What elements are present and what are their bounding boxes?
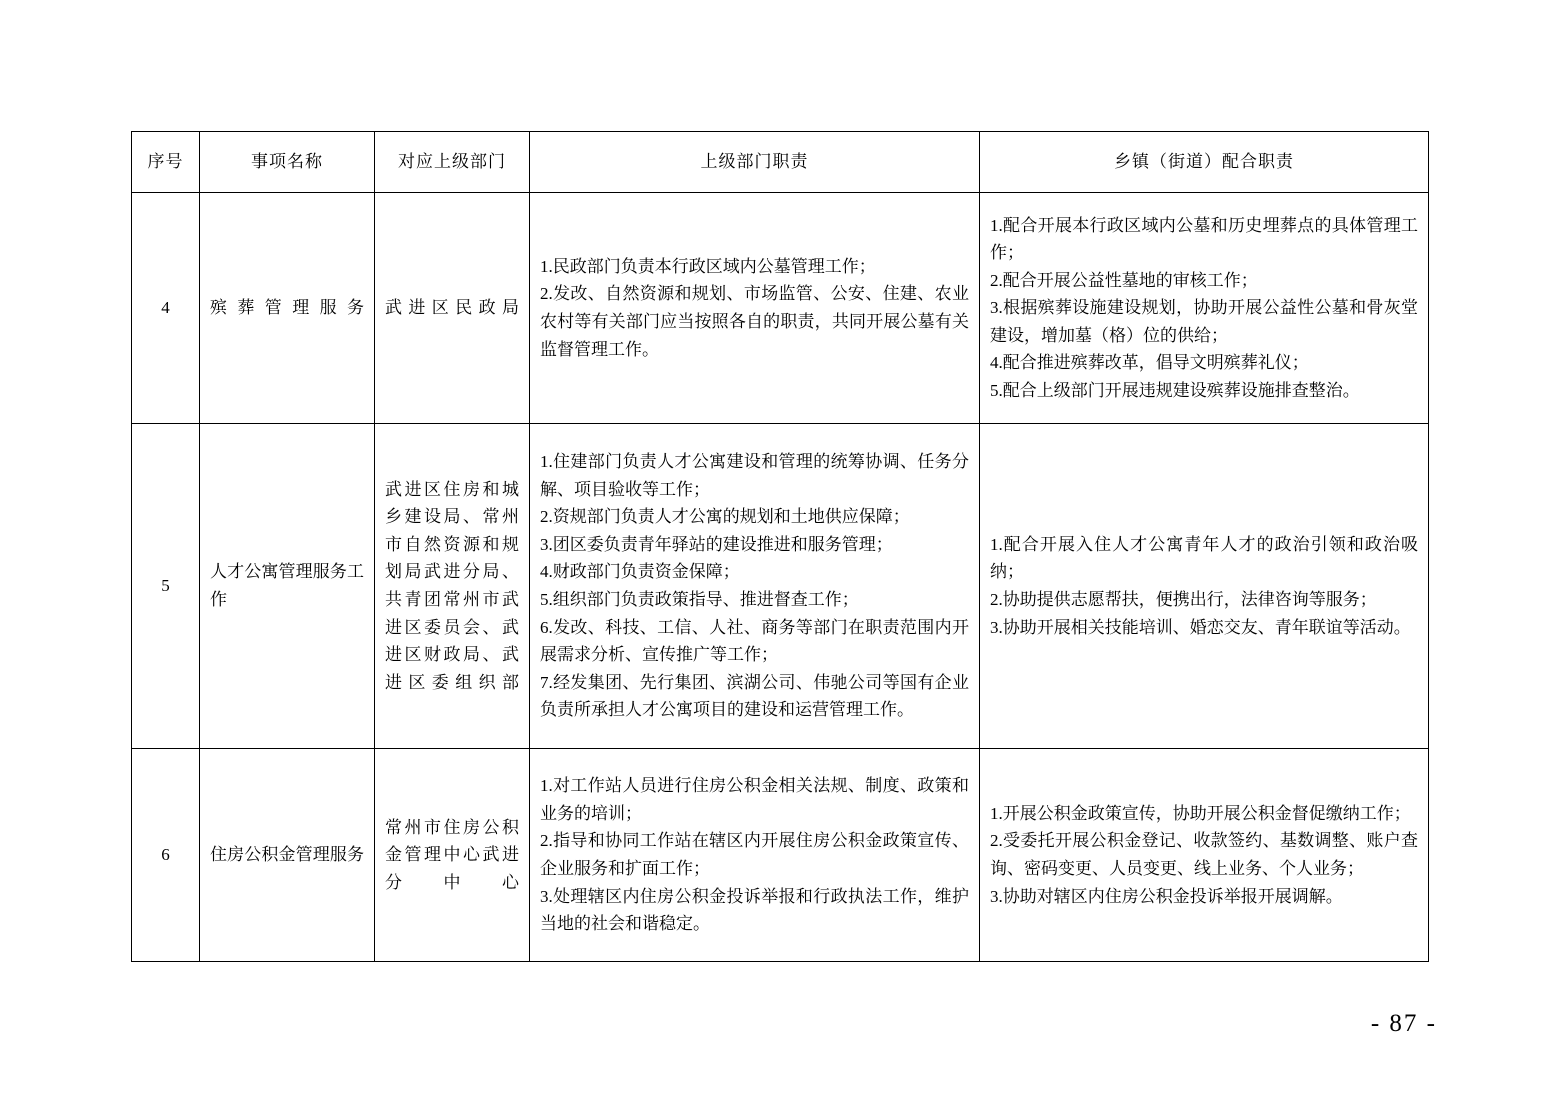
township-duty-line: 3.协助对辖区内住房公积金投诉举报开展调解。	[990, 886, 1343, 906]
table-header-row	[132, 132, 1429, 193]
township-duty-line: 1.配合开展本行政区域内公墓和历史埋葬点的具体管理工作；	[990, 215, 1418, 263]
township-duty	[980, 424, 1429, 749]
township-duty-line: 5.配合上级部门开展违规建设殡葬设施排查整治。	[990, 380, 1360, 400]
duty-line: 1.住建部门负责人才公寓建设和管理的统筹协调、任务分解、项目验收等工作；	[540, 452, 969, 499]
duty-line: 5.组织部门负责政策指导、推进督查工作；	[540, 590, 859, 609]
upper-department: 常州市住房公积金管理中心武进分中心	[375, 749, 530, 962]
township-duty	[980, 193, 1429, 424]
table-row	[132, 193, 1429, 424]
upper-department: 武进区民政局	[375, 193, 530, 424]
duty-line: 2.资规部门负责人才公寓的规划和土地供应保障；	[540, 507, 910, 527]
item-name: 人才公寓管理服务工作	[200, 424, 375, 749]
duty-line: 1.对工作站人员进行住房公积金相关法规、制度、政策和业务的培训；	[540, 776, 969, 823]
duty-line: 2.发改、自然资源和规划、市场监管、公安、住建、农业农村等有关部门应当按照各自的职责，共同开展公墓有关监督管理工作。	[540, 284, 969, 359]
township-duty-line: 3.协助开展相关技能培训、婚恋交友、青年联谊等活动。	[990, 617, 1411, 637]
responsibility-table	[131, 131, 1429, 962]
upper-department-duty	[530, 193, 980, 424]
row-number: 4	[132, 193, 200, 424]
upper-department: 武进区住房和城乡建设局、常州市自然资源和规划局武进分局、共青团常州市武进区委员会、武进区财政局、武进区委组织部	[375, 424, 530, 749]
page-number: - 87 -	[1370, 1010, 1437, 1037]
table-row	[132, 424, 1429, 749]
column-header-township-duty: 乡镇（街道）配合职责	[980, 132, 1429, 193]
township-duty-line: 4.配合推进殡葬改革，倡导文明殡葬礼仪；	[990, 353, 1309, 373]
township-duty-line: 1.配合开展入住人才公寓青年人才的政治引领和政治吸纳；	[990, 534, 1418, 582]
duty-line: 2.指导和协同工作站在辖区内开展住房公积金政策宣传、企业服务和扩面工作；	[540, 831, 969, 878]
township-duty-line: 2.配合开展公益性墓地的审核工作；	[990, 270, 1258, 290]
township-duty-line: 2.受委托开展公积金登记、收款签约、基数调整、账户查询、密码变更、人员变更、线上业务、个人业务；	[990, 831, 1418, 878]
column-header-upper-department: 对应上级部门	[375, 132, 530, 193]
township-duty	[980, 749, 1429, 962]
row-number: 5	[132, 424, 200, 749]
duty-line: 3.处理辖区内住房公积金投诉举报和行政执法工作，维护当地的社会和谐稳定。	[540, 886, 969, 934]
row-number: 6	[132, 749, 200, 962]
column-header-no: 序号	[132, 132, 200, 193]
duty-line: 4.财政部门负责资金保障；	[540, 562, 740, 582]
township-duty-line: 2.协助提供志愿帮扶，便携出行，法律咨询等服务；	[990, 590, 1377, 609]
item-name: 殡葬管理服务	[200, 193, 375, 424]
duty-line: 3.团区委负责青年驿站的建设推进和服务管理；	[540, 534, 893, 554]
table-row	[132, 749, 1429, 962]
township-duty-line: 3.根据殡葬设施建设规划，协助开展公益性公墓和骨灰堂建设，增加墓（格）位的供给；	[990, 298, 1418, 345]
upper-department-duty	[530, 424, 980, 749]
duty-line: 1.民政部门负责本行政区域内公墓管理工作；	[540, 256, 876, 276]
column-header-upper-department-duty: 上级部门职责	[530, 132, 980, 193]
township-duty-line: 1.开展公积金政策宣传，协助开展公积金督促缴纳工作；	[990, 803, 1411, 823]
item-name: 住房公积金管理服务	[200, 749, 375, 962]
column-header-item-name: 事项名称	[200, 132, 375, 193]
duty-line: 7.经发集团、先行集团、滨湖公司、伟驰公司等国有企业负责所承担人才公寓项目的建设和运营管理工作。	[540, 672, 969, 720]
duty-line: 6.发改、科技、工信、人社、商务等部门在职责范围内开展需求分析、宣传推广等工作；	[540, 617, 969, 665]
upper-department-duty	[530, 749, 980, 962]
